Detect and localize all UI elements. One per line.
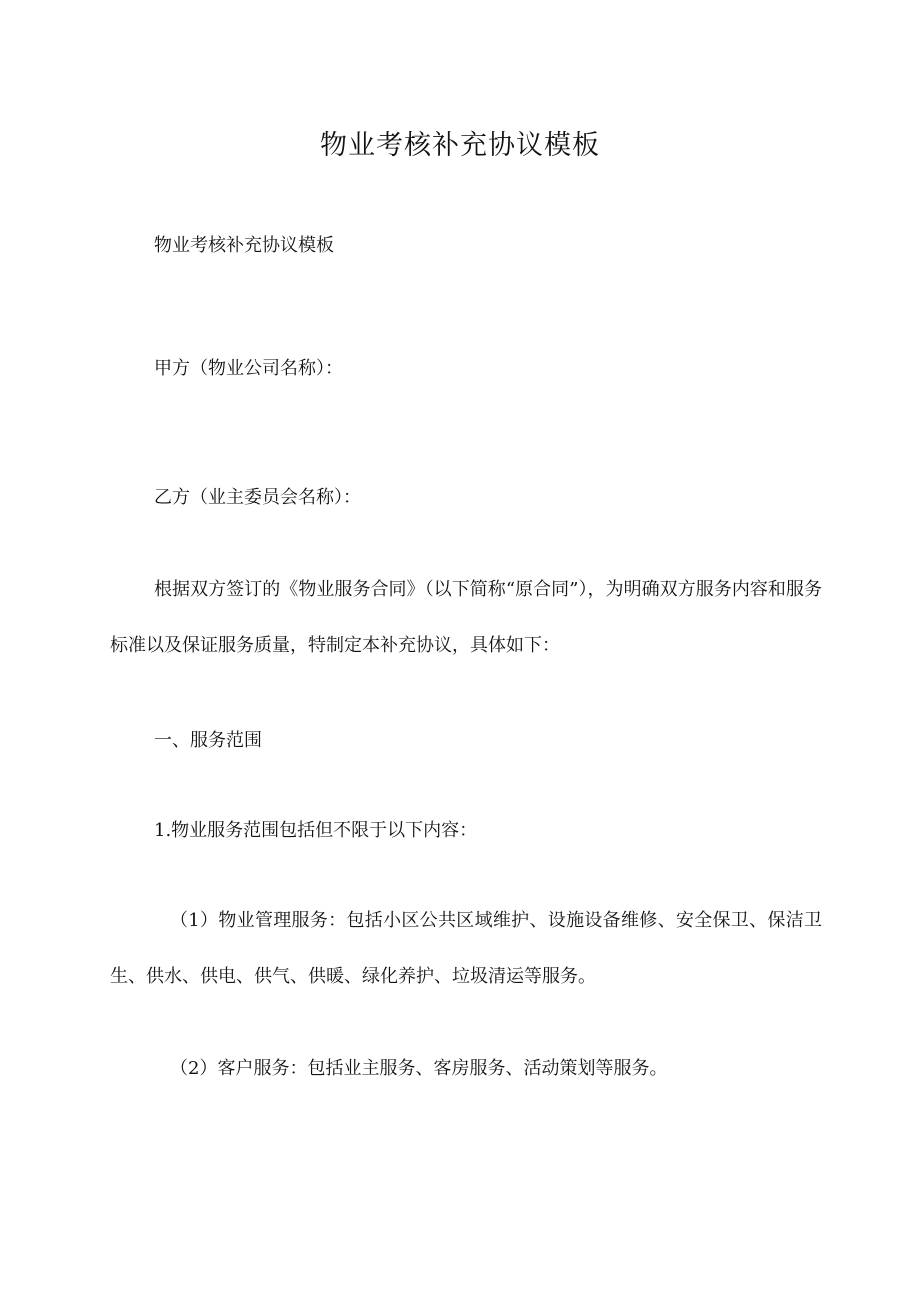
- party-a-line: 甲方（物业公司名称）：: [154, 358, 343, 379]
- document-title: 物业考核补充协议模板: [320, 130, 600, 161]
- section-heading-service-scope: 一、服务范围: [154, 730, 262, 751]
- sub-item-2-paragraph: （2）客户服务：包括业主服务、客房服务、活动策划等服务。: [170, 1058, 668, 1079]
- party-b-line: 乙方（业主委员会名称）：: [154, 487, 361, 508]
- sub-item-1-paragraph: （1）物业管理服务：包括小区公共区域维护、设施设备维修、安全保卫、保洁卫生、供水、供电、供气、供暖、绿化养护、垃圾清运等服务。: [110, 910, 822, 987]
- document-subtitle: 物业考核补充协议模板: [154, 235, 334, 256]
- item-1-text: 1.物业服务范围包括但不限于以下内容：: [154, 820, 478, 841]
- intro-paragraph: 根据双方签订的《物业服务合同》（以下简称“原合同”），为明确双方服务内容和服务标准以及保证服务质量，特制定本补充协议，具体如下：: [110, 579, 822, 656]
